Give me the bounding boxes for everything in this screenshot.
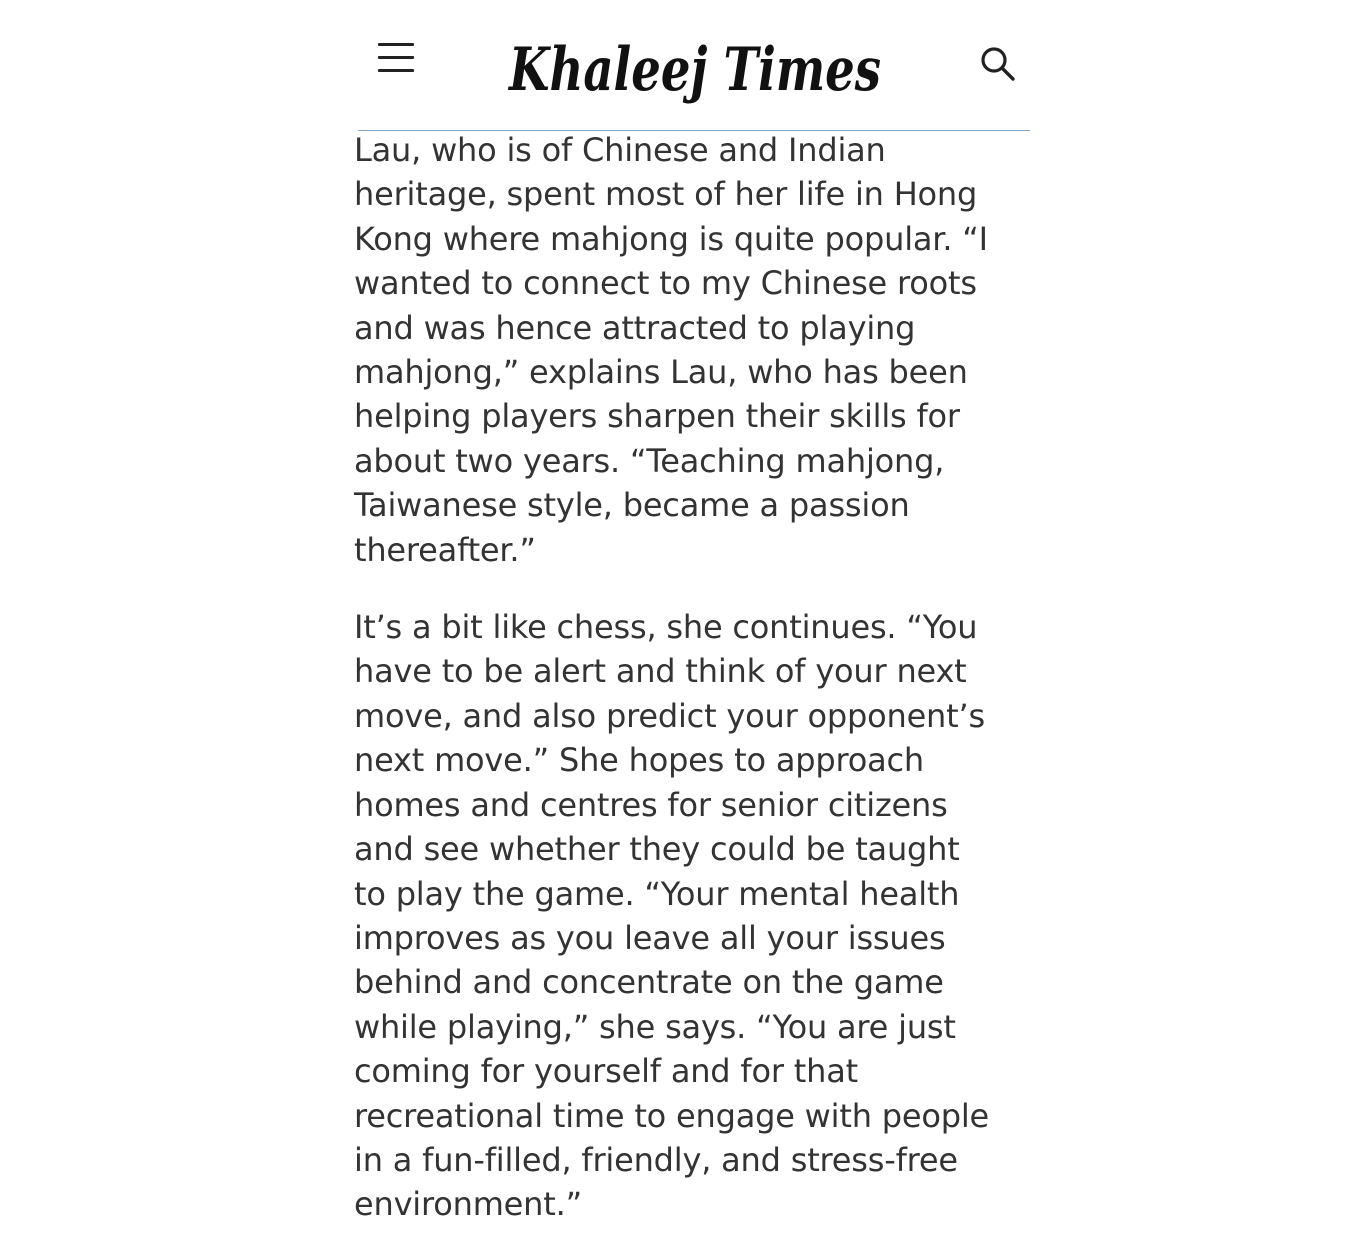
menu-bar (378, 43, 414, 46)
site-header (358, 0, 1030, 131)
site-logo[interactable] (503, 24, 888, 108)
menu-bar (378, 56, 414, 59)
article-body (354, 128, 994, 1260)
site-logo-text: Khaleej Times (507, 35, 881, 105)
menu-bar (378, 69, 414, 72)
hamburger-menu-icon[interactable] (376, 41, 416, 75)
search-icon[interactable] (978, 44, 1018, 84)
article-paragraph: Lau, who is of Chinese and Indian heritage, spent most of her life in Hong Kong where mahjong is quite popular. “I wanted to connect to my Chinese roots and was hence attracted to playing mahjong,” explains Lau, who has been helping players sharpen their skills for about two years. “Teaching mahjong, Taiwanese style, became a passion thereafter.” (354, 131, 988, 569)
article-paragraph: It’s a bit like chess, she continues. “You have to be alert and think of your next move, and also predict your opponent’s next move.” She hopes to approach homes and centres for senior citizens and see whether they could be taught to play the game. “Your mental health improves as you leave all your issues behind and concentrate on the game while playing,” she says. “You are just coming for yourself and for that recreational time to engage with people in a fun-filled, friendly, and stress-free environment.” (354, 608, 990, 1224)
